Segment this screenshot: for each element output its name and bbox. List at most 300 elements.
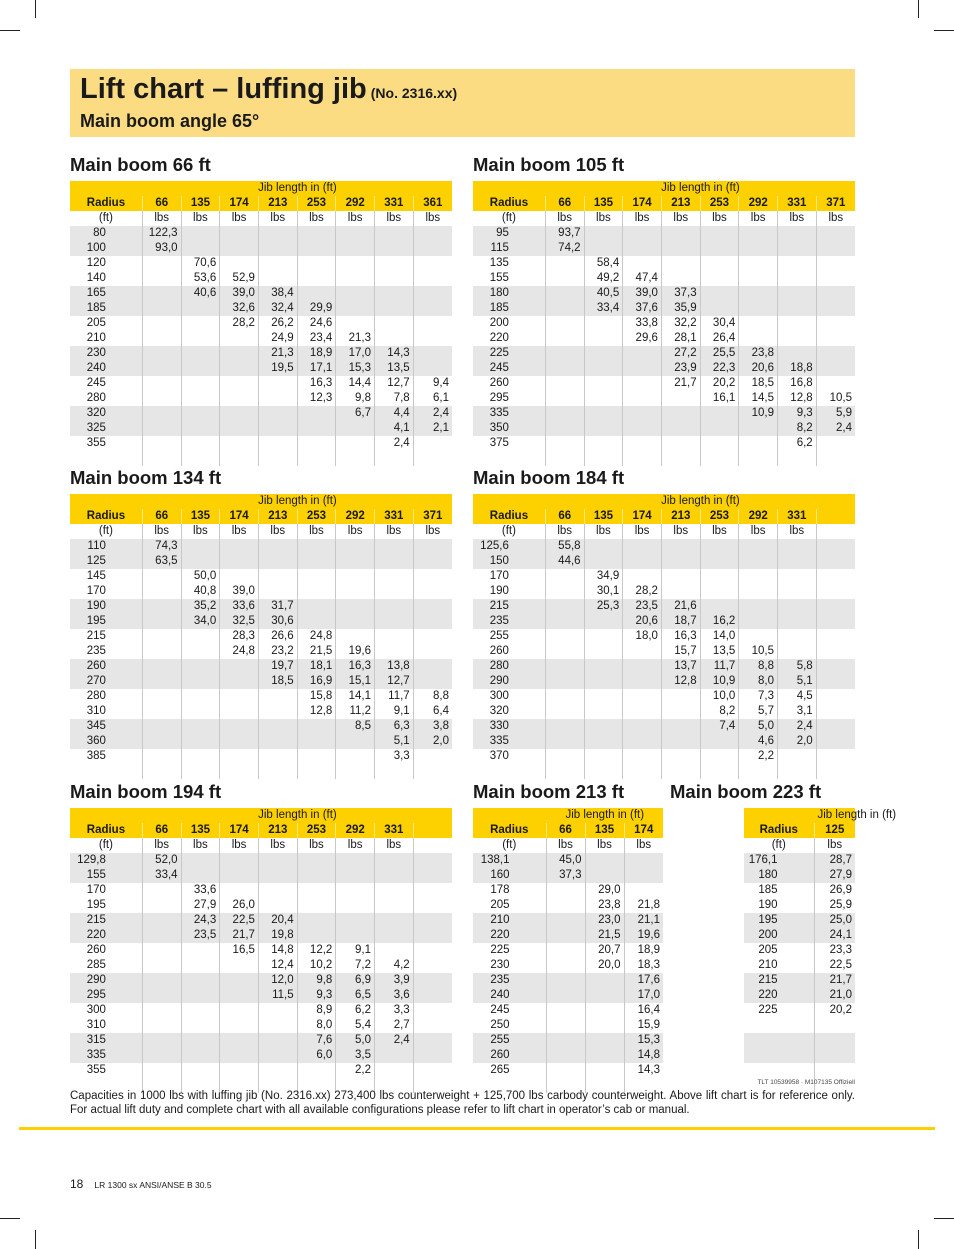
capacity-cell: 23,5 20,6	[623, 599, 662, 629]
unit-cell: lbs	[584, 211, 623, 226]
capacity-cell	[258, 226, 297, 256]
capacity-cell: 5,0 3,5	[336, 1033, 375, 1063]
capacity-cell	[816, 689, 855, 719]
capacity-cell: 33,6 27,9	[181, 883, 220, 913]
capacity-cell: 32,2 28,1	[661, 316, 700, 346]
capacity-cell	[413, 913, 452, 943]
radius-cell: 245 250	[473, 1003, 546, 1033]
radius-cell: 80 100	[70, 226, 142, 256]
capacity-cell	[546, 913, 585, 943]
capacity-cell	[258, 376, 297, 406]
capacity-cell	[336, 913, 375, 943]
unit-cell	[413, 838, 452, 853]
capacity-cell: 33,8 29,6	[623, 316, 662, 346]
capacity-cell	[584, 749, 623, 779]
capacity-cell	[545, 346, 584, 376]
table-row	[70, 883, 452, 913]
table-row	[70, 436, 452, 466]
capacity-cell	[739, 226, 778, 256]
capacity-cell	[142, 346, 181, 376]
capacity-cell	[375, 256, 414, 286]
jib-header-row	[744, 808, 855, 823]
capacity-cell: 24,8 21,5	[297, 629, 336, 659]
page-subtitle: Main boom angle 65°	[80, 111, 260, 131]
radius-cell: 260 285	[70, 943, 142, 973]
capacity-cell	[700, 749, 739, 779]
radius-cell: 170 190	[473, 569, 545, 599]
radius-cell: 300 320	[473, 689, 545, 719]
table-row	[473, 1033, 663, 1063]
capacity-cell	[623, 406, 662, 436]
capacity-cell	[584, 316, 623, 346]
capacity-cell	[336, 853, 375, 883]
capacity-cell	[142, 749, 181, 779]
capacity-cell: 18,5 14,5	[739, 376, 778, 406]
table-row	[744, 973, 855, 1003]
table-row	[70, 346, 452, 376]
radius-cell: 290 295	[70, 973, 142, 1003]
column-header-row	[70, 196, 452, 211]
capacity-cell: 12,7 7,8	[375, 376, 414, 406]
jib-length-header-cell: 135	[181, 196, 220, 211]
capacity-cell: 13,7 12,8	[661, 659, 700, 689]
unit-cell: (ft)	[473, 838, 546, 853]
jib-length-header-cell: 253	[297, 196, 336, 211]
crop-mark	[0, 30, 20, 31]
jib-length-header-cell: 213	[258, 196, 297, 211]
capacity-cell	[142, 913, 181, 943]
capacity-cell	[700, 256, 739, 286]
capacity-cell	[220, 346, 259, 376]
capacity-cell	[545, 629, 584, 659]
capacity-cell: 21,6 18,7	[661, 599, 700, 629]
unit-cell: lbs	[778, 524, 817, 539]
jib-length-header-cell	[413, 823, 452, 838]
jib-length-header-cell	[816, 509, 855, 524]
capacity-cell	[661, 749, 700, 779]
capacity-cell	[700, 226, 739, 256]
capacity-cell	[778, 226, 817, 256]
capacity-cell	[814, 1033, 855, 1063]
unit-cell: lbs	[623, 211, 662, 226]
capacity-cell: 19,6	[336, 629, 375, 659]
capacity-cell	[413, 316, 452, 346]
capacity-cell: 20,7 20,0	[585, 943, 624, 973]
capacity-cell	[545, 376, 584, 406]
jib-length-header-cell: 135	[585, 823, 624, 838]
table-row	[70, 689, 452, 719]
capacity-cell	[375, 539, 414, 569]
capacity-cell: 6,9 6,5	[336, 973, 375, 1003]
table-title: Main boom 105 ft	[473, 154, 625, 175]
capacity-cell: 7,3 5,7	[739, 689, 778, 719]
capacity-cell: 18,0	[623, 629, 662, 659]
jib-length-header: Jib length in (ft)	[546, 808, 663, 823]
jib-length-header-cell: 174	[624, 823, 663, 838]
jib-length-header-cell: 174	[220, 196, 259, 211]
capacity-cell	[297, 853, 336, 883]
table-row	[473, 539, 855, 569]
capacity-cell	[375, 226, 414, 256]
capacity-cell	[142, 973, 181, 1003]
unit-cell: (ft)	[744, 838, 814, 853]
unit-cell: lbs	[661, 211, 700, 226]
table-row	[70, 943, 452, 973]
capacity-cell	[297, 256, 336, 286]
jib-length-header-cell: 135	[181, 509, 220, 524]
capacity-cell: 13,8 12,7	[375, 659, 414, 689]
jib-length-header-cell: 135	[584, 196, 623, 211]
capacity-cell	[584, 346, 623, 376]
capacity-cell: 19,7 18,5	[258, 659, 297, 689]
capacity-cell: 14,3	[624, 1063, 663, 1093]
capacity-cell	[816, 286, 855, 316]
capacity-cell	[413, 1003, 452, 1033]
capacity-cell	[220, 406, 259, 436]
capacity-cell: 9,3 8,2	[778, 406, 817, 436]
table-row	[70, 256, 452, 286]
jib-header-row	[70, 181, 452, 196]
capacity-cell	[661, 719, 700, 749]
capacity-cell: 2,4 2,1	[413, 406, 452, 436]
capacity-cell: 18,9 17,1	[297, 346, 336, 376]
capacity-cell	[336, 749, 375, 779]
capacity-cell	[739, 436, 778, 466]
capacity-cell	[181, 376, 220, 406]
capacity-cell	[816, 719, 855, 749]
capacity-cell: 30,4 26,4	[700, 316, 739, 346]
load-chart-table	[744, 808, 897, 1093]
radius-cell: 210 220	[473, 913, 546, 943]
capacity-cell	[584, 629, 623, 659]
capacity-cell	[336, 286, 375, 316]
capacity-cell	[336, 599, 375, 629]
jib-length-header: Jib length in (ft)	[545, 181, 855, 196]
table-title: Main boom 66 ft	[70, 154, 211, 175]
radius-cell: 205 210	[744, 943, 814, 973]
radius-cell: 135 155	[473, 256, 545, 286]
capacity-cell: 16,8 12,8	[778, 376, 817, 406]
capacity-cell	[258, 749, 297, 779]
capacity-cell: 25,5 22,3	[700, 346, 739, 376]
capacity-cell: 18,8	[778, 346, 817, 376]
unit-cell: lbs	[546, 838, 585, 853]
capacity-cell	[375, 913, 414, 943]
capacity-cell	[661, 226, 700, 256]
capacity-cell	[142, 689, 181, 719]
capacity-cell	[700, 436, 739, 466]
radius-cell: 129,8 155	[70, 853, 142, 883]
table-row	[70, 1033, 452, 1063]
table-row	[70, 1003, 452, 1033]
jib-header-row	[473, 494, 855, 509]
table-title: Main boom 213 ft	[473, 781, 625, 802]
capacity-cell	[700, 406, 739, 436]
capacity-cell: 24,6 23,4	[297, 316, 336, 346]
unit-cell: lbs	[142, 838, 181, 853]
capacity-cell	[181, 316, 220, 346]
unit-cell: lbs	[585, 838, 624, 853]
capacity-cell	[661, 689, 700, 719]
radius-cell	[744, 1033, 814, 1063]
capacity-cell	[181, 1033, 220, 1063]
capacity-cell	[739, 569, 778, 599]
radius-cell: 225 230	[473, 943, 546, 973]
jib-length-header-cell: 292	[336, 823, 375, 838]
capacity-cell: 9,4 6,1	[413, 376, 452, 406]
capacity-cell	[220, 659, 259, 689]
column-header-row	[473, 196, 855, 211]
units-row	[473, 838, 663, 853]
capacity-cell: 26,0	[220, 883, 259, 913]
capacity-cell	[220, 436, 259, 466]
capacity-cell: 21,1 19,6	[624, 913, 663, 943]
jib-length-header-cell: 331	[778, 196, 817, 211]
capacity-cell: 28,2	[220, 316, 259, 346]
capacity-cell	[258, 406, 297, 436]
capacity-cell	[623, 749, 662, 779]
capacity-cell	[297, 539, 336, 569]
radius-cell: 335 350	[473, 406, 545, 436]
capacity-cell: 21,7 21,0	[814, 973, 855, 1003]
table-row	[70, 749, 452, 779]
radius-header: Radius	[473, 823, 546, 838]
radius-cell: 355	[70, 1063, 142, 1093]
capacity-cell	[816, 659, 855, 689]
radius-cell: 190 195	[70, 599, 142, 629]
unit-cell: lbs	[181, 524, 220, 539]
capacity-cell	[181, 719, 220, 749]
capacity-cell	[661, 539, 700, 569]
capacity-cell	[413, 256, 452, 286]
capacity-cell: 17,6 17,0	[624, 973, 663, 1003]
capacity-cell	[297, 913, 336, 943]
capacity-cell: 29,0 23,8	[585, 883, 624, 913]
radius-cell: 260 295	[473, 376, 545, 406]
capacity-cell	[778, 749, 817, 779]
capacity-cell: 9,1 7,2	[336, 943, 375, 973]
capacity-cell	[546, 1033, 585, 1063]
capacity-cell: 74,3 63,5	[142, 539, 181, 569]
capacity-cell	[816, 436, 855, 466]
capacity-cell	[413, 346, 452, 376]
radius-cell: 300 310	[70, 1003, 142, 1033]
capacity-cell: 8,8 8,0	[739, 659, 778, 689]
capacity-cell	[258, 539, 297, 569]
capacity-cell	[623, 689, 662, 719]
unit-cell: lbs	[181, 838, 220, 853]
capacity-cell	[258, 436, 297, 466]
capacity-cell	[375, 569, 414, 599]
capacity-cell: 39,0	[220, 569, 259, 599]
capacity-cell	[220, 1033, 259, 1063]
capacity-cell	[584, 406, 623, 436]
unit-cell: (ft)	[70, 211, 142, 226]
capacity-cell	[546, 943, 585, 973]
unit-cell: lbs	[584, 524, 623, 539]
capacity-cell: 70,6 53,6	[181, 256, 220, 286]
table-row	[473, 286, 855, 316]
capacity-cell	[584, 226, 623, 256]
title-text: Lift chart – luffing jib	[80, 73, 367, 105]
capacity-cell: 40,6	[181, 286, 220, 316]
radius-cell: 375	[473, 436, 545, 466]
units-row	[70, 838, 452, 853]
capacity-cell: 40,5 33,4	[584, 286, 623, 316]
capacity-cell: 58,4 49,2	[584, 256, 623, 286]
capacity-cell	[142, 719, 181, 749]
jib-length-header-cell: 292	[336, 196, 375, 211]
capacity-cell	[375, 883, 414, 913]
capacity-cell	[623, 436, 662, 466]
capacity-cell	[623, 376, 662, 406]
unit-cell: lbs	[413, 524, 452, 539]
capacity-cell	[623, 226, 662, 256]
capacity-cell	[623, 659, 662, 689]
capacity-cell	[181, 659, 220, 689]
capacity-cell	[336, 883, 375, 913]
capacity-cell	[181, 943, 220, 973]
unit-cell: lbs	[814, 838, 855, 853]
units-row	[70, 524, 452, 539]
capacity-cell	[258, 1003, 297, 1033]
jib-header-row	[473, 181, 855, 196]
table-row	[473, 346, 855, 376]
unit-cell: lbs	[297, 838, 336, 853]
unit-cell: lbs	[258, 211, 297, 226]
capacity-cell: 3,3	[375, 749, 414, 779]
jib-length-header-cell: 253	[700, 196, 739, 211]
footer-rule	[19, 1127, 935, 1130]
capacity-cell	[413, 749, 452, 779]
table-row	[473, 406, 855, 436]
capacity-cell: 29,9	[297, 286, 336, 316]
capacity-cell	[142, 286, 181, 316]
capacity-cell	[220, 853, 259, 883]
capacity-cell: 4,2	[375, 943, 414, 973]
jib-header-row	[70, 808, 452, 823]
capacity-cell	[181, 436, 220, 466]
jib-length-header-cell: 292	[336, 509, 375, 524]
capacity-cell	[585, 973, 624, 1003]
capacity-cell	[545, 406, 584, 436]
column-header-row	[70, 823, 452, 838]
radius-cell: 355	[70, 436, 142, 466]
capacity-cell	[297, 719, 336, 749]
capacity-cell	[546, 973, 585, 1003]
radius-cell: 225 245	[473, 346, 545, 376]
capacity-cell	[413, 659, 452, 689]
table-row	[473, 943, 663, 973]
jib-length-header-cell: 213	[661, 509, 700, 524]
capacity-cell	[142, 406, 181, 436]
capacity-cell	[336, 539, 375, 569]
capacity-cell: 39,0 32,6	[220, 286, 259, 316]
table-row	[473, 659, 855, 689]
radius-cell: 255 260	[473, 1033, 546, 1063]
table-row	[744, 913, 855, 943]
table-row	[744, 1003, 855, 1033]
load-chart-table	[70, 494, 452, 779]
unit-cell: lbs	[336, 524, 375, 539]
capacity-cell: 18,1 16,9	[297, 659, 336, 689]
capacity-cell: 15,8 12,8	[297, 689, 336, 719]
capacity-cell	[336, 256, 375, 286]
capacity-cell	[375, 853, 414, 883]
table-row	[70, 226, 452, 256]
capacity-cell: 15,3 14,8	[624, 1033, 663, 1063]
capacity-cell	[661, 256, 700, 286]
capacity-cell	[258, 689, 297, 719]
table-row	[70, 719, 452, 749]
capacity-cell	[816, 629, 855, 659]
table-row	[70, 286, 452, 316]
jib-length-header-cell: 253	[297, 823, 336, 838]
capacity-cell: 14,1 11,2	[336, 689, 375, 719]
capacity-cell: 16,3 15,7	[661, 629, 700, 659]
capacity-cell	[413, 1033, 452, 1063]
capacity-cell: 28,7 27,9	[814, 853, 855, 883]
capacity-cell	[778, 539, 817, 569]
capacity-cell	[142, 659, 181, 689]
table-row	[473, 316, 855, 346]
capacity-cell	[142, 599, 181, 629]
table-row	[473, 436, 855, 466]
unit-cell: lbs	[220, 211, 259, 226]
jib-length-header-cell: 66	[546, 823, 585, 838]
column-header-row	[744, 823, 855, 838]
capacity-cell	[220, 376, 259, 406]
unit-cell: lbs	[258, 524, 297, 539]
table-title: Main boom 223 ft	[670, 781, 822, 802]
radius-cell: 225	[744, 1003, 814, 1033]
capacity-cell	[739, 539, 778, 569]
capacity-cell: 7,4	[700, 719, 739, 749]
capacity-cell	[297, 569, 336, 599]
radius-cell: 370	[473, 749, 545, 779]
capacity-cell	[220, 719, 259, 749]
capacity-cell	[258, 256, 297, 286]
radius-cell: 200 220	[473, 316, 545, 346]
radius-cell: 215 220	[70, 913, 142, 943]
jib-length-header-cell: 135	[181, 823, 220, 838]
table-row	[473, 883, 663, 913]
capacity-cell	[545, 316, 584, 346]
capacity-cell: 21,3 19,5	[258, 346, 297, 376]
capacity-cell	[181, 853, 220, 883]
capacity-cell	[220, 689, 259, 719]
capacity-cell	[413, 943, 452, 973]
radius-cell: 178 205	[473, 883, 546, 913]
table-row	[473, 853, 663, 883]
capacity-cell	[375, 599, 414, 629]
capacity-cell: 3,9 3,6	[375, 973, 414, 1003]
radius-cell: 215 235	[70, 629, 142, 659]
unit-cell: (ft)	[70, 838, 142, 853]
jib-length-header-cell: 174	[623, 509, 662, 524]
unit-cell	[816, 524, 855, 539]
capacity-cell	[545, 436, 584, 466]
capacity-cell	[181, 226, 220, 256]
table-row	[744, 853, 855, 883]
capacity-cell	[375, 629, 414, 659]
unit-cell: lbs	[181, 211, 220, 226]
capacity-cell: 27,2 23,9	[661, 346, 700, 376]
radius-cell: 245 280	[70, 376, 142, 406]
table-row	[473, 599, 855, 629]
capacity-cell	[584, 376, 623, 406]
capacity-cell: 16,5	[220, 943, 259, 973]
